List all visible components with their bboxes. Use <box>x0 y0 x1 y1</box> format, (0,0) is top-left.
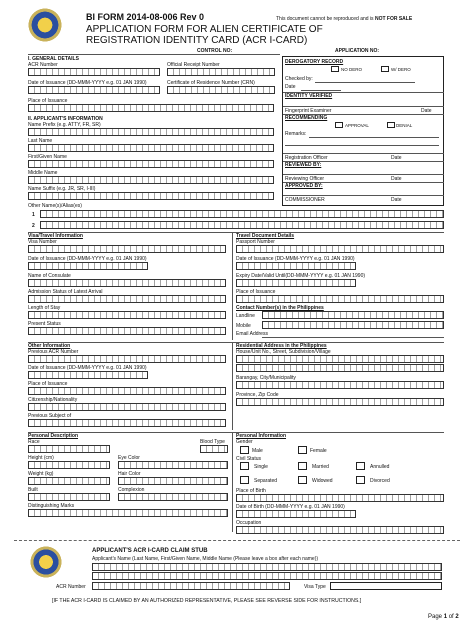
passport-date-issuance-label: Date of Issuance (DD-MMM-YYYY e.g. 01 JAN 1990) <box>236 256 355 262</box>
denial-checkbox[interactable] <box>387 122 395 128</box>
widowed-checkbox[interactable] <box>298 476 307 484</box>
personal-info-heading: Personal Information <box>236 433 287 439</box>
prev-acr-label: Previous ACR Number <box>28 349 79 355</box>
stub-visa-label: Visa Type <box>304 584 326 590</box>
email-label: Email Address <box>236 331 268 337</box>
divorced-label: Divorced <box>370 478 390 484</box>
marks-label: Distinguishing Marks <box>28 503 75 509</box>
hair-color-label: Hair Color <box>118 471 141 477</box>
prev-acr-date-label: Date of Issuance (DD-MMM-YYYY e.g. 01 JAN 1990) <box>28 365 147 371</box>
annulled-label: Annulled <box>370 464 390 470</box>
prev-acr-field[interactable] <box>28 355 226 363</box>
visa-date-issuance-label: Date of Issuance (DD-MMM-YYYY e.g. 01 JAN 1990) <box>28 256 147 262</box>
consulate-label: Name of Consulate <box>28 273 71 279</box>
place-birth-label: Place of Birth <box>236 488 266 494</box>
passport-place-issuance-label: Place of Issuance <box>236 289 276 295</box>
reproduction-notice: This document cannot be reproduced and is NOT FOR SALE <box>276 16 413 22</box>
fingerprint-date-label: Date <box>421 108 432 114</box>
separated-checkbox[interactable] <box>240 476 249 484</box>
house-label: House/Unit No., Street, Subdivision/Village <box>236 349 331 355</box>
landline-field[interactable] <box>262 311 444 319</box>
date-issuance-field[interactable] <box>28 86 160 94</box>
complexion-label: Complexion <box>118 487 145 493</box>
form-title-line1: APPLICATION FORM FOR ALIEN CERTIFICATE OF <box>86 24 323 35</box>
last-name-label: Last Name <box>28 138 53 144</box>
alias-1-number: 1 <box>32 212 35 218</box>
name-suffix-label: Name Suffix (e.g. JR, SR, I-III) <box>28 186 96 192</box>
stub-heading: APPLICANT'S ACR I-CARD CLAIM STUB <box>92 548 208 554</box>
passport-date-issuance-field[interactable] <box>236 262 356 270</box>
page-number: Page 1 of 2 <box>428 614 459 620</box>
blood-type-field[interactable] <box>200 445 228 453</box>
alias-2-field[interactable] <box>40 221 444 229</box>
applicant-info-heading: II. APPLICANT'S INFORMATION <box>28 116 103 122</box>
place-issuance-label: Place of Issuance <box>28 98 68 104</box>
expiry-date-label: Expiry Date/Valid Until(DD-MMM-YYYY e.g. 01 JAN 1990) <box>236 273 366 279</box>
last-name-field[interactable] <box>28 144 274 152</box>
annulled-checkbox[interactable] <box>356 462 365 470</box>
date-birth-label: Date of Birth (DD-MMM-YYYY e.g. 01 JAN 1990) <box>236 504 345 510</box>
commissioner-date-label: Date <box>391 197 402 203</box>
eye-color-field[interactable] <box>118 461 228 469</box>
present-status-label: Present Status <box>28 321 61 327</box>
name-prefix-field[interactable] <box>28 128 274 136</box>
prev-acr-date-field[interactable] <box>28 371 148 379</box>
civil-status-label: Civil Status <box>236 456 262 462</box>
crn-field[interactable] <box>167 86 275 94</box>
acr-number-field[interactable] <box>28 68 160 76</box>
house-field[interactable] <box>236 355 444 363</box>
mobile-field[interactable] <box>262 321 444 329</box>
mobile-label: Mobile <box>236 323 251 329</box>
occupation-field[interactable] <box>236 526 444 534</box>
place-issuance-field[interactable] <box>28 104 274 112</box>
province-field[interactable] <box>236 398 444 406</box>
widowed-label: Widowed <box>312 478 333 484</box>
barangay-field[interactable] <box>236 381 444 389</box>
house-field-line2[interactable] <box>236 364 444 372</box>
blood-type-label: Blood Type <box>200 439 225 445</box>
denial-label: DENIAL <box>396 123 413 128</box>
married-label: Married <box>312 464 329 470</box>
single-checkbox[interactable] <box>240 462 249 470</box>
visa-date-issuance-field[interactable] <box>28 262 148 270</box>
height-field[interactable] <box>28 461 110 469</box>
eye-color-label: Eye Color <box>118 455 140 461</box>
prev-acr-place-field[interactable] <box>28 387 226 395</box>
form-title-line2: REGISTRATION IDENTITY CARD (ACR I-CARD) <box>86 35 308 46</box>
length-stay-field[interactable] <box>28 311 226 319</box>
male-checkbox[interactable] <box>240 446 249 454</box>
date-birth-field[interactable] <box>236 510 356 518</box>
middle-name-field[interactable] <box>28 176 274 184</box>
reviewed-by-heading: REVIEWED BY: <box>285 162 322 168</box>
admission-status-field[interactable] <box>28 295 226 303</box>
barangay-label: Barangay, City/Municipality <box>236 375 296 381</box>
w-dero-label: W/ DERO <box>391 67 411 72</box>
reviewing-date-label: Date <box>391 176 402 182</box>
official-receipt-label: Official Receipt Number <box>167 62 220 68</box>
approval-label: APPROVAL <box>345 123 369 128</box>
first-name-label: First/Given Name <box>28 154 67 160</box>
province-label: Province, Zip Code <box>236 392 279 398</box>
no-dero-checkbox[interactable] <box>331 66 339 72</box>
bi-seal-logo <box>28 8 62 42</box>
fingerprint-examiner-label: Fingerprint Examiner <box>285 108 332 114</box>
recommending-heading: RECOMMENDING <box>285 115 328 121</box>
w-dero-checkbox[interactable] <box>381 66 389 72</box>
admission-status-label: Admission Status of Latest Arrival <box>28 289 103 295</box>
length-stay-label: Length of Stay <box>28 305 61 311</box>
general-details-heading: I. GENERAL DETAILS <box>28 56 79 62</box>
visa-travel-heading: Visa/Travel Information <box>28 233 83 239</box>
derogatory-record-heading: DEROGATORY RECORD <box>285 59 344 65</box>
stub-name-field-1[interactable] <box>92 563 442 571</box>
built-label: Built <box>28 487 38 493</box>
male-label: Male <box>252 448 263 454</box>
passport-field[interactable] <box>236 245 444 253</box>
prev-acr-place-label: Place of Issuance <box>28 381 68 387</box>
residential-heading: Residential Address in the Philippines <box>236 343 327 349</box>
female-label: Female <box>310 448 327 454</box>
other-names-label: Other Name(s)/Alias(es) <box>28 203 82 209</box>
commissioner-label: COMMISSIONER <box>285 197 325 203</box>
complexion-field[interactable] <box>118 493 228 501</box>
passport-place-issuance-field[interactable] <box>236 295 444 303</box>
office-use-panel <box>282 56 444 206</box>
prev-subject-field[interactable] <box>28 419 226 427</box>
registration-date-label: Date <box>391 155 402 161</box>
crn-label: Certificate of Residence Number (CRN) <box>167 80 255 86</box>
identity-verified-heading: IDENTITY VERIFIED <box>285 93 333 99</box>
remarks-label: Remarks: <box>285 131 307 137</box>
control-no-label: CONTROL NO: <box>197 48 233 54</box>
expiry-date-field[interactable] <box>236 279 356 287</box>
stub-seal-logo <box>30 546 62 578</box>
place-birth-field[interactable] <box>236 494 444 502</box>
stub-visa-field[interactable] <box>330 582 442 590</box>
occupation-label: Occupation <box>236 520 262 526</box>
weight-label: Weight (kg) <box>28 471 54 477</box>
stub-name-label: Applicant's Name (Last Name, First/Given Name, Middle Name (Please leave a box after each name)) <box>92 556 319 562</box>
race-field[interactable] <box>28 445 110 453</box>
no-dero-label: NO DERO <box>341 67 363 72</box>
stub-acr-field[interactable] <box>92 582 290 590</box>
citizenship-label: Citizenship/Nationality <box>28 397 78 403</box>
landline-label: Landline <box>236 313 255 319</box>
stub-name-field-2[interactable] <box>92 572 442 580</box>
cut-line <box>14 540 460 541</box>
height-label: Height (cm) <box>28 455 54 461</box>
consulate-field[interactable] <box>28 279 226 287</box>
citizenship-field[interactable] <box>28 403 226 411</box>
built-field[interactable] <box>28 493 110 501</box>
reviewing-officer-label: Reviewing Officer <box>285 176 325 182</box>
hair-color-field[interactable] <box>118 477 228 485</box>
weight-field[interactable] <box>28 477 110 485</box>
present-status-field[interactable] <box>28 327 226 335</box>
application-no-label: APPLICATION NO: <box>335 48 380 54</box>
divorced-checkbox[interactable] <box>356 476 365 484</box>
passport-label: Passport Number <box>236 239 275 245</box>
separated-label: Separated <box>254 478 278 484</box>
date-issuance-label: Date of Issuance (DD-MMM-YYYY e.g. 01 JAN 1990) <box>28 80 147 86</box>
stub-acr-label: ACR Number <box>56 584 86 590</box>
travel-doc-heading: Travel Document Details <box>236 233 295 239</box>
female-checkbox[interactable] <box>298 446 307 454</box>
name-suffix-field[interactable] <box>28 192 274 200</box>
prev-subject-label: Previous Subject of <box>28 413 72 419</box>
name-prefix-label: Name Prefix (e.g. ATTY, FR, SR) <box>28 122 101 128</box>
first-name-field[interactable] <box>28 160 274 168</box>
alias-1-field[interactable] <box>40 210 444 218</box>
approved-by-heading: APPROVED BY: <box>285 183 323 189</box>
married-checkbox[interactable] <box>298 462 307 470</box>
form-id: BI FORM 2014-08-006 Rev 0 <box>86 12 205 22</box>
contact-heading: Contact Number(s) in the Philippines <box>236 305 324 311</box>
middle-name-label: Middle Name <box>28 170 58 176</box>
checked-date-label: Date <box>285 84 296 90</box>
race-label: Race <box>28 439 40 445</box>
other-info-heading: Other Information <box>28 343 71 349</box>
registration-officer-label: Registration Officer <box>285 155 328 161</box>
checked-by-label: Checked by: <box>285 76 313 82</box>
gender-label: Gender <box>236 439 253 445</box>
personal-desc-heading: Personal Description <box>28 433 79 439</box>
approval-checkbox[interactable] <box>335 122 343 128</box>
visa-number-label: Visa Number <box>28 239 57 245</box>
alias-2-number: 2 <box>32 223 35 229</box>
single-label: Single <box>254 464 268 470</box>
marks-field[interactable] <box>28 509 228 517</box>
stub-note: [IF THE ACR I-CARD IS CLAIMED BY AN AUTHORIZED REPRESENTATIVE, PLEASE SEE REVERSE SIDE FOR INSTRUCTIONS.] <box>52 598 362 604</box>
official-receipt-field[interactable] <box>167 68 275 76</box>
acr-number-label: ACR Number <box>28 62 58 68</box>
visa-number-field[interactable] <box>28 245 226 253</box>
